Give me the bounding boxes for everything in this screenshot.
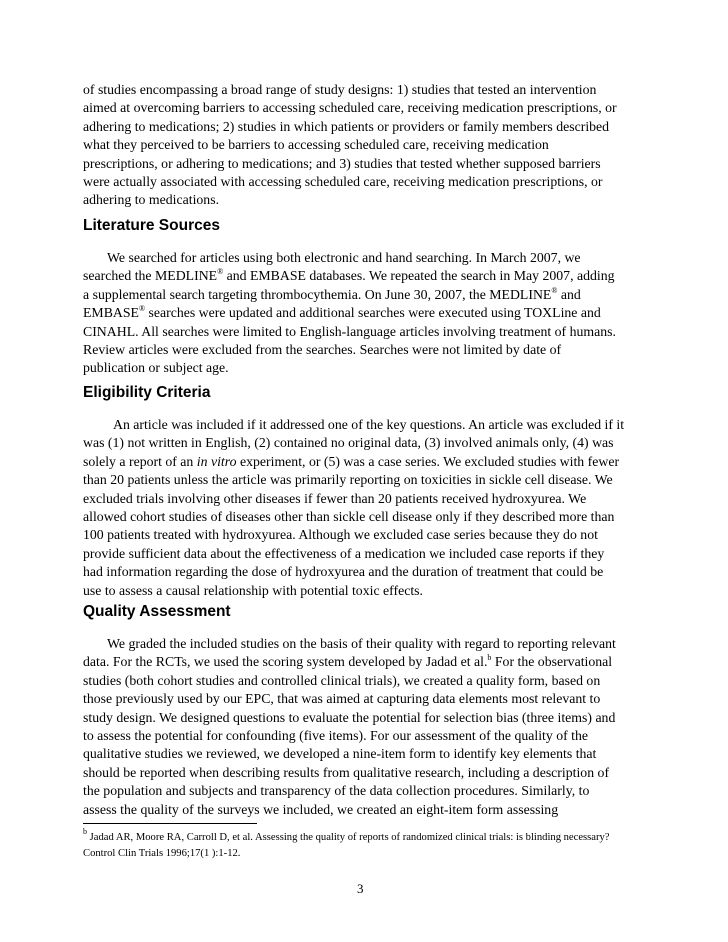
text-line: [83, 286, 648, 304]
text-line: Review articles were excluded from the searches. Searches were not limited by date of: [83, 342, 562, 358]
footnote: [83, 827, 653, 861]
footnote-mark: b: [83, 827, 87, 836]
text-line: was (1) not written in English, (2) contained no original data, (3) involved animals only, (4) was: [83, 435, 614, 451]
text-line: [83, 653, 648, 671]
text-line: those previously used by our EPC, that was aimed at capturing data elements most relevant to: [83, 691, 601, 707]
text-line: study design. We designed questions to evaluate the potential for selection bias (three items) and: [83, 709, 616, 725]
section-heading-literature-sources: Literature Sources: [83, 217, 220, 234]
italic-text: in vitro: [196, 453, 237, 469]
text-line: aimed at overcoming barriers to accessing scheduled care, receiving medication prescriptions, or: [83, 100, 617, 116]
text-line: [83, 827, 653, 846]
text-line: provide sufficient data about the effectiveness of a medication we included case reports if they: [83, 545, 605, 561]
text-line: the population and subjects and transparency of the data collection procedures. Similarly, to: [83, 783, 590, 799]
text-run: and: [557, 286, 581, 302]
text-line: had information regarding the dose of hydroxyurea and the duration of treatment that could be: [83, 564, 604, 580]
text-line: use to assess a causal relationship with potential toxic effects.: [83, 582, 423, 598]
text-line: prescriptions, or adhering to medications; and 3) studies that tested whether supposed barriers: [83, 155, 601, 171]
text-run: solely a report of an: [83, 453, 197, 469]
text-line: Control Clin Trials 1996;17(1 ):1-12.: [83, 847, 241, 859]
text-line: We graded the included studies on the basis of their quality with regard to reporting relevant: [107, 636, 616, 651]
footnote-divider: [83, 823, 257, 824]
text-run: experiment, or (5) was a case series. We excluded studies with fewer: [236, 453, 620, 469]
footnote-reference: b: [487, 653, 492, 663]
literature-paragraph: [83, 249, 648, 378]
text-line: [83, 453, 648, 471]
text-line: An article was included if it addressed one of the key questions. An article was excluded if it: [113, 417, 625, 432]
text-line: to assess the potential for confounding (five items). For our assessment of the quality of the: [83, 728, 589, 744]
text-line: assess the quality of the surveys we included, we created an eight-item form assessing: [83, 801, 559, 817]
text-line: were actually associated with accessing scheduled care, receiving medication prescriptions, or: [83, 174, 603, 190]
eligibility-paragraph: [83, 416, 648, 600]
text-run: data. For the RCTs, we used the scoring system developed by Jadad et al.: [83, 654, 488, 670]
text-line: 100 patients treated with hydroxyurea. Although we excluded case series because they do not: [83, 527, 598, 543]
text-run: a supplemental search targeting thrombocythemia. On June 30, 2007, the MEDLINE: [83, 286, 552, 302]
text-line: than 20 patients unless the article was primarily reporting on toxicities in sickle cell disease. We: [83, 472, 613, 488]
text-run: For the observational: [491, 654, 613, 670]
page-number: 3: [357, 881, 364, 896]
text-line: [83, 267, 648, 285]
text-line: adhering to medications.: [83, 192, 220, 208]
text-line: CINAHL. All searches were limited to English-language articles involving treatment of humans.: [83, 323, 616, 339]
text-line: of studies encompassing a broad range of study designs: 1) studies that tested an intervention: [83, 82, 597, 97]
text-run: Jadad AR, Moore RA, Carroll D, et al. Assessing the quality of reports of randomized clinical trials: is blinding necessary?: [87, 832, 610, 843]
section-heading-eligibility-criteria: Eligibility Criteria: [83, 384, 211, 401]
quality-paragraph: [83, 635, 648, 819]
text-line: what they perceived to be barriers to accessing scheduled care, receiving medication: [83, 137, 549, 153]
text-line: qualitative studies we reviewed, we developed a nine-item form to identify key elements that: [83, 746, 597, 762]
text-line: publication or subject age.: [83, 360, 229, 376]
text-line: excluded trials involving other diseases if fewer than 20 patients received hydroxyurea. We: [83, 490, 587, 506]
text-line: [83, 304, 648, 322]
text-run: searches were updated and additional searches were executed using TOXLine and: [145, 305, 601, 321]
text-line: should be reported when describing results from qualitative research, including a description of: [83, 764, 610, 780]
text-run: EMBASE: [83, 305, 139, 321]
registered-mark: ®: [551, 285, 558, 295]
text-line: studies (both cohort studies and controlled clinical trials), we created a quality form, based on: [83, 672, 601, 688]
text-line: We searched for articles using both electronic and hand searching. In March 2007, we: [107, 250, 581, 265]
text-run: and EMBASE databases. We repeated the search in May 2007, adding: [223, 268, 615, 284]
registered-mark: ®: [217, 267, 224, 277]
intro-paragraph: [83, 81, 648, 210]
text-line: allowed cohort studies of diseases other than sickle cell disease only if they described more than: [83, 509, 615, 525]
registered-mark: ®: [138, 304, 146, 314]
text-line: adhering to medications; 2) studies in which patients or providers or family members described: [83, 118, 610, 134]
section-heading-quality-assessment: Quality Assessment: [83, 603, 231, 620]
text-run: searched the MEDLINE: [83, 268, 218, 284]
